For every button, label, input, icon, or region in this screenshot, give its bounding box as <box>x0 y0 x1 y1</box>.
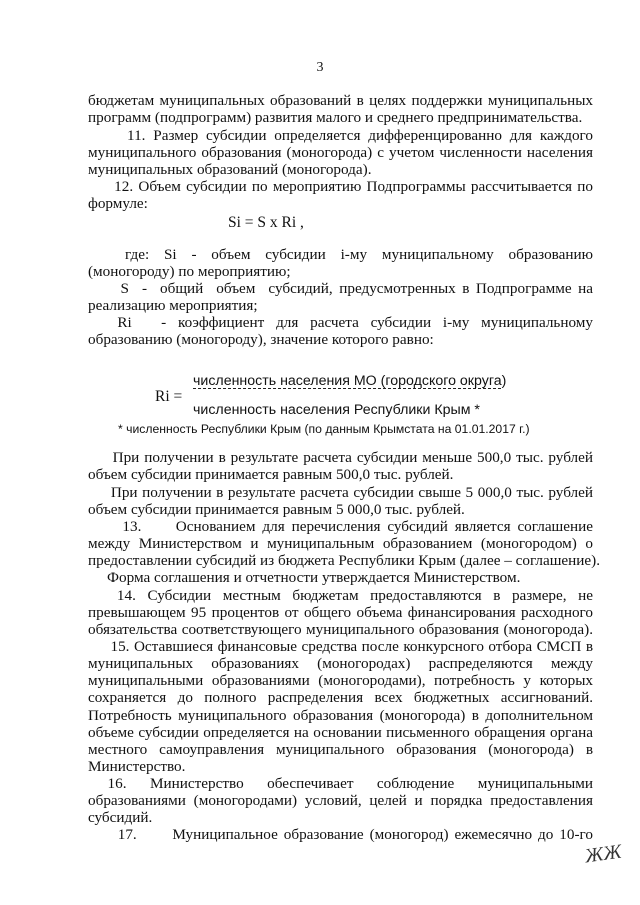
fraction-line <box>193 388 501 389</box>
text-line: муниципальных образованиях (моногородах) распределяются между <box>88 655 593 672</box>
text-line: При получении в результате расчета субсидии меньше 500,0 тыс. рублей <box>88 449 593 466</box>
text-line: муниципальных образований (моногорода). <box>88 161 372 178</box>
text-line: образованиями (моногородами) условий, целей и порядка предоставления <box>88 792 593 809</box>
formula: Si = S x Ri , <box>228 214 304 231</box>
fraction-denominator: численность населения Республики Крым * <box>193 402 480 418</box>
fraction-numerator: численность населения МО (городского округа) <box>193 373 507 389</box>
text-line: между Министерством и муниципальным образованием (моногородом) о <box>88 535 593 552</box>
text-line: сохраняется до полного распределения всех бюджетных ассигнований. <box>88 689 593 706</box>
text-line: субсидий. <box>88 809 153 826</box>
text-line: 12. Объем субсидии по мероприятию Подпрограммы рассчитывается по <box>88 178 593 195</box>
text-line: местного самоуправления муниципального образования (моногорода) в <box>88 741 593 758</box>
text-line: программ (подпрограмм) развития малого и среднего предпринимательства. <box>88 109 583 126</box>
text-line: Форма соглашения и отчетности утверждается Министерством. <box>88 569 521 586</box>
text-line: S - общий объем субсидий, предусмотренных в Подпрограмме на <box>88 280 593 297</box>
fraction-lhs: Ri = <box>155 388 183 405</box>
text-line: муниципального образования (моногорода) с учетом численности населения <box>88 144 593 161</box>
text-line: Потребность муниципального образования (моногорода) в дополнительном <box>88 707 593 724</box>
text-line: Ri - коэффициент для расчета субсидии i-му муниципальному <box>88 314 593 331</box>
handwritten-signature: ЖЖ <box>583 840 623 868</box>
text-line: При получении в результате расчета субсидии свыше 5 000,0 тыс. рублей <box>88 484 593 501</box>
text-line: 16. Министерство обеспечивает соблюдение муниципальными <box>88 775 593 792</box>
text-line: предоставлении субсидий из бюджета Республики Крым (далее – соглашение). <box>88 552 601 569</box>
fraction-footnote: * численность Республики Крым (по данным Крымстата на 01.01.2017 г.) <box>118 422 530 436</box>
text-line: (моногороду) по мероприятию; <box>88 263 291 280</box>
text-line: объеме субсидии определяется на основании письменного обращения органа <box>88 724 593 741</box>
text-line: 17. Муниципальное образование (моногород) ежемесячно до 10-го <box>88 826 593 843</box>
text-line: превышающем 95 процентов от общего объема финансирования расходного <box>88 604 593 621</box>
text-line: бюджетам муниципальных образований в целях поддержки муниципальных <box>88 92 593 109</box>
text-line: Министерство. <box>88 758 186 775</box>
text-line: 15. Оставшиеся финансовые средства после конкурсного отбора СМСП в <box>88 638 593 655</box>
text-line: 14. Субсидии местным бюджетам предоставляются в размере, не <box>88 587 593 604</box>
text-line: 13. Основанием для перечисления субсидий является соглашение <box>88 518 593 535</box>
text-line: муниципальными образованиями (моногородами), потребность у которых <box>88 672 593 689</box>
text-line: где: Si - объем субсидии i-му муниципальному образованию <box>88 246 593 263</box>
page-number: 3 <box>316 60 324 75</box>
text-line: образованию (моногороду), значение которого равно: <box>88 331 434 348</box>
text-line: 11. Размер субсидии определяется дифференцированно для каждого <box>88 127 593 144</box>
text-line: объем субсидии принимается равным 5 000,0 тыс. рублей. <box>88 501 465 518</box>
text-line: формуле: <box>88 195 148 212</box>
text-line: объем субсидии принимается равным 500,0 тыс. рублей. <box>88 466 454 483</box>
text-line: обязательства соответствующего муниципального образования (моногорода). <box>88 621 593 638</box>
text-line: реализацию мероприятия; <box>88 297 258 314</box>
